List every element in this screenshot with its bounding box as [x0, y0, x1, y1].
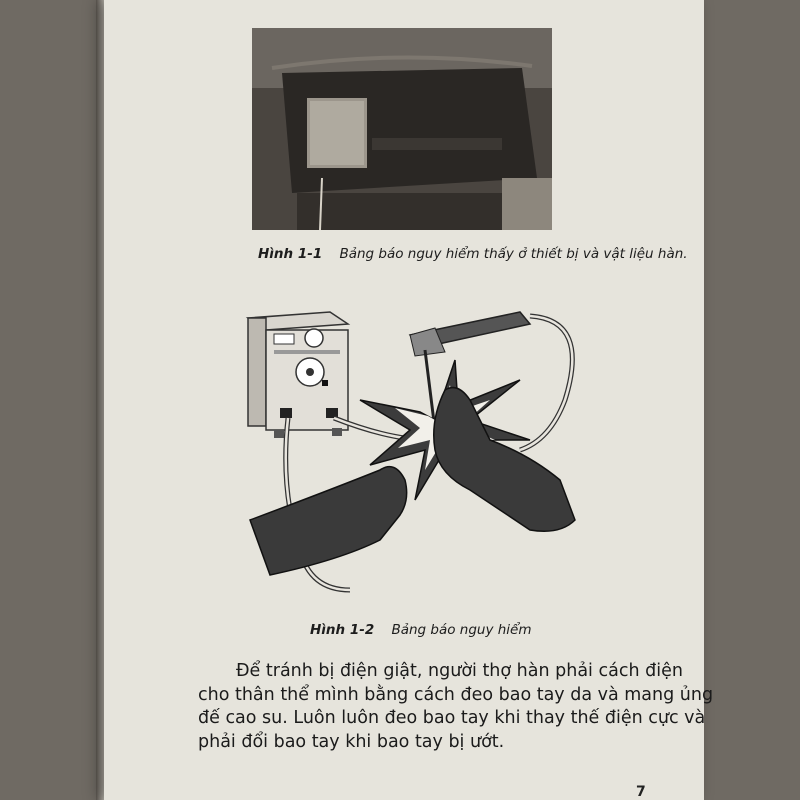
- figure-1-1-caption: [258, 246, 688, 262]
- body-paragraph: [198, 660, 714, 754]
- figure-1-2-caption: [310, 622, 532, 638]
- body-line: Để tránh bị điện giật, người thợ hàn phải cách điện: [236, 661, 683, 681]
- figure-1-1-caption-text: Bảng báo nguy hiểm thấy ở thiết bị và vật liệu hàn.: [339, 246, 688, 262]
- figure-1-2-illustration: [230, 290, 590, 620]
- body-line: phải đổi bao tay khi bao tay bị ướt.: [198, 731, 505, 752]
- figure-1-1-photo: [252, 28, 552, 230]
- body-line: cho thân thể mình bằng cách đeo bao tay da và mang ủng: [198, 684, 714, 705]
- figure-1-1-label: Hình 1-1: [258, 246, 323, 262]
- page-number: 7: [636, 784, 646, 800]
- body-line: đế cao su. Luôn luôn đeo bao tay khi thay thế điện cực và: [198, 708, 706, 728]
- welding-machine-drawing: [248, 312, 348, 438]
- figure-1-2-label: Hình 1-2: [310, 622, 375, 638]
- figure-1-2-caption-text: Bảng báo nguy hiểm: [391, 622, 532, 638]
